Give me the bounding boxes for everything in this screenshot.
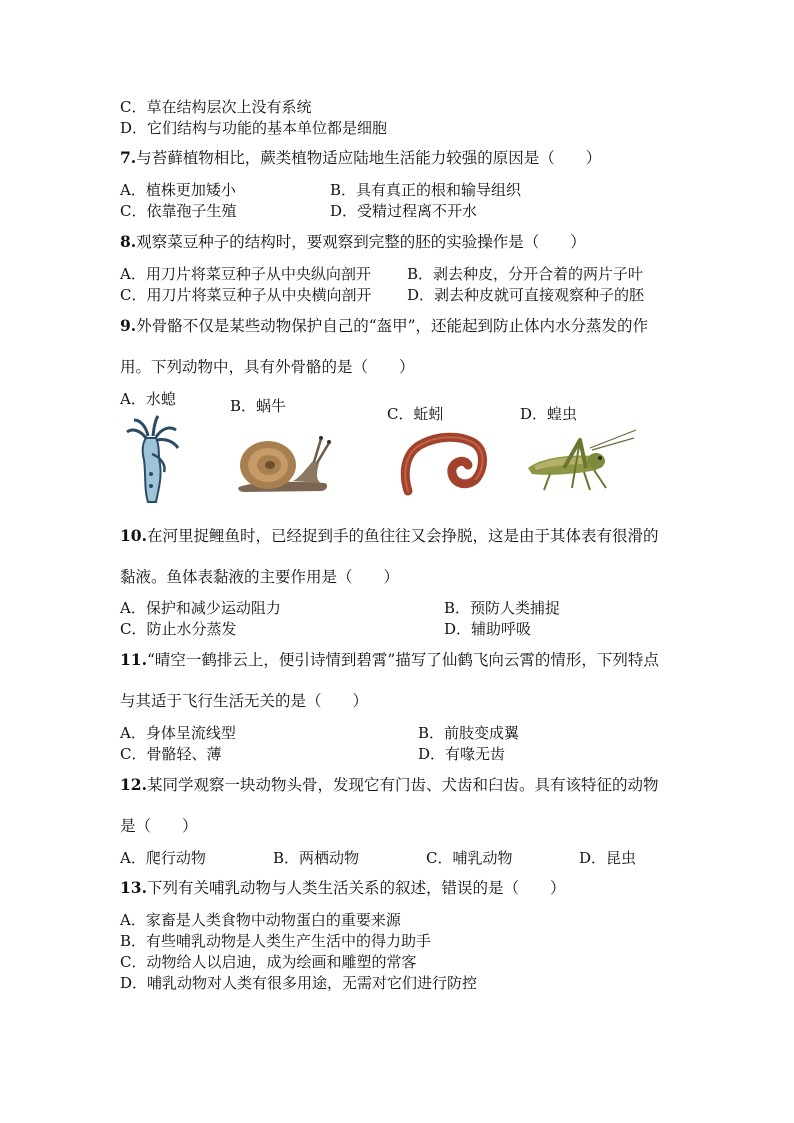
option-d-q8: D．剥去种皮就可直接观察种子的胚: [407, 286, 645, 304]
question-12-line-2: 是（ ）: [120, 817, 198, 835]
option-c-q13: C．动物给人以启迪，成为绘画和雕塑的常客: [120, 953, 417, 971]
question-13: [120, 878, 565, 898]
option-a-q11: A．身体呈流线型: [120, 724, 236, 742]
snail-image: [235, 425, 335, 495]
option-b-q13: B．有些哺乳动物是人类生产生活中的得力助手: [120, 932, 432, 950]
option-d-q6: D．它们结构与功能的基本单位都是细胞: [120, 119, 388, 137]
option-c-q6: C．草在结构层次上没有系统: [120, 98, 312, 116]
option-a-q7: A．植株更加矮小: [120, 181, 236, 199]
question-text: 观察菜豆种子的结构时，要观察到完整的胚的实验操作是（ ）: [136, 233, 586, 251]
question-text: 与苔藓植物相比，蕨类植物适应陆地生活能力较强的原因是（ ）: [136, 149, 602, 167]
question-text: “晴空一鹤排云上，便引诗情到碧霄”描写了仙鹤飞向云霄的情形，下列特点: [146, 651, 659, 669]
option-d-q13: D．哺乳动物对人类有很多用途，无需对它们进行防控: [120, 974, 478, 992]
question-12-line-1: [120, 775, 658, 795]
option-a-q9: A．水螅: [120, 390, 176, 408]
option-c-q11: C．骨骼轻、薄: [120, 745, 222, 763]
question-7: [120, 148, 601, 168]
option-d-q12: D．昆虫: [579, 849, 637, 867]
question-number: 7.: [120, 148, 137, 167]
question-11-line-2: 与其适于飞行生活无关的是（ ）: [120, 692, 369, 710]
grasshopper-image: [520, 428, 638, 496]
question-number: 8.: [120, 232, 137, 251]
question-text: 某同学观察一块动物头骨，发现它有门齿、犬齿和臼齿。具有该特征的动物: [146, 776, 659, 794]
option-d-q10: D．辅助呼吸: [444, 620, 532, 638]
question-number: 13.: [120, 878, 147, 897]
question-number: 10.: [120, 526, 147, 545]
option-a-q13: A．家畜是人类食物中动物蛋白的重要来源: [120, 911, 401, 929]
option-c-q10: C．防止水分蒸发: [120, 620, 237, 638]
option-b-q12: B．两栖动物: [273, 849, 360, 867]
question-text: 在河里捉鲤鱼时，已经捉到手的鱼往往又会挣脱，这是由于其体表有很滑的: [146, 527, 659, 545]
option-a-q8: A．用刀片将菜豆种子从中央纵向剖开: [120, 265, 371, 283]
option-c-q12: C．哺乳动物: [426, 849, 513, 867]
question-text: 外骨骼不仅是某些动物保护自己的“盔甲”，还能起到防止体内水分蒸发的作: [136, 317, 649, 335]
option-b-q8: B．剥去种皮，分开合着的两片子叶: [407, 265, 644, 283]
question-text: 下列有关哺乳动物与人类生活关系的叙述，错误的是（ ）: [146, 879, 566, 897]
hydra-image: [122, 414, 182, 506]
question-number: 9.: [120, 316, 137, 335]
option-a-q12: A．爬行动物: [120, 849, 206, 867]
option-a-q10: A．保护和减少运动阻力: [120, 599, 281, 617]
question-10-line-1: [120, 526, 658, 546]
option-b-q9: B．蜗牛: [230, 397, 287, 415]
question-9-line-1: [120, 316, 648, 336]
option-c-q7: C．依靠孢子生殖: [120, 202, 237, 220]
option-d-q9: D．蝗虫: [520, 405, 578, 423]
earthworm-image: [398, 425, 493, 497]
question-number: 12.: [120, 775, 147, 794]
option-d-q7: D．受精过程离不开水: [330, 202, 478, 220]
question-9-line-2: 用。下列动物中，具有外骨骼的是（ ）: [120, 358, 415, 376]
option-b-q7: B．具有真正的根和输导组织: [330, 181, 522, 199]
option-c-q9: C．蚯蚓: [387, 405, 444, 423]
question-8: [120, 232, 586, 252]
option-b-q11: B．前肢变成翼: [418, 724, 520, 742]
question-11-line-1: [120, 650, 659, 670]
question-number: 11.: [120, 650, 147, 669]
option-b-q10: B．预防人类捕捉: [444, 599, 561, 617]
option-c-q8: C．用刀片将菜豆种子从中央横向剖开: [120, 286, 372, 304]
option-d-q11: D．有喙无齿: [418, 745, 506, 763]
question-10-line-2: 黏液。鱼体表黏液的主要作用是（ ）: [120, 568, 400, 586]
